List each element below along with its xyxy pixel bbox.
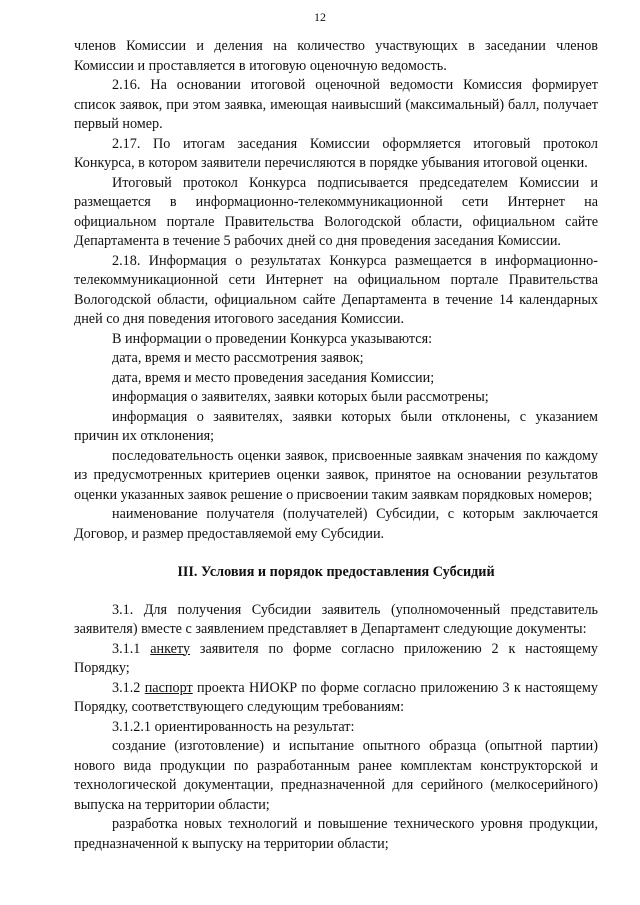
- paragraph-text: заявителя по форме согласно приложению 2 к настоящему Порядку;: [74, 640, 599, 676]
- section-title: III. Условия и порядок предоставления Субсидий: [177, 564, 495, 580]
- passport-link[interactable]: паспорт: [144, 679, 193, 696]
- paragraph: В информации о проведении Конкурса указываются:: [112, 330, 433, 347]
- paragraph: 2.16. На основании итоговой оценочной ведомости Комиссия формирует список заявок, при этом заявка, имеющая наивысший (максимальный) балл, получает первый номер.: [74, 77, 598, 132]
- list-item: информация о заявителях, заявки которых были рассмотрены;: [112, 389, 489, 405]
- item-number: 3.1.2: [112, 679, 145, 696]
- list-item: последовательность оценки заявок, присвоенные заявкам значения по каждому из предусмотренных критериев оценки заявок, принятое на основании результатов оценки указанных заявок решение о присвоении таким заявкам порядковых номеров;: [74, 447, 598, 503]
- list-item: информация о заявителях, заявки которых были отклонены, с указанием причин их отклонения;: [74, 408, 598, 444]
- paragraph: 2.17. По итогам заседания Комиссии оформляется итоговый протокол Конкурса, в котором заявители перечисляются в порядке убывания итоговой оценки.: [74, 135, 598, 171]
- paragraph: членов Комиссии и деления на количество участвующих в заседании членов Комиссии и проставляется в итоговую оценочную ведомость.: [74, 38, 598, 74]
- item-number: 3.1.1: [112, 640, 151, 657]
- paragraph: 3.1. Для получения Субсидии заявитель (уполномоченный представитель заявителя) вместе с заявлением представляет в Департамент следующие документы:: [74, 601, 598, 637]
- list-item: дата, время и место рассмотрения заявок;: [112, 350, 364, 366]
- paragraph: 3.1.2.1 ориентированность на результат:: [112, 718, 355, 735]
- list-item: наименование получателя (получателей) Субсидии, с которым заключается Договор, и размер предоставляемой ему Субсидии.: [74, 506, 598, 542]
- questionnaire-link[interactable]: анкету: [150, 640, 191, 657]
- paragraph: Итоговый протокол Конкурса подписывается председателем Комиссии и размещается в информационно-телекоммуникационной сети Интернет на официальном портале Правительства Вологодской области, официальном сайте Департамента в течение 5 рабочих дней со дня проведения заседания Комиссии.: [74, 174, 598, 249]
- list-item: дата, время и место проведения заседания Комиссии;: [112, 369, 435, 386]
- document-body: [74, 37, 598, 854]
- paragraph: [74, 679, 598, 718]
- paragraph-text: проекта НИОКР по форме согласно приложению 3 к настоящему Порядку, соответствующего следующим требованиям:: [74, 679, 599, 715]
- list-item: разработка новых технологий и повышение технического уровня продукции, предназначенной к выпуску на территории области;: [74, 816, 598, 852]
- paragraph: 2.18. Информация о результатах Конкурса размещается в информационно-телекоммуникационной сети Интернет на официальном портале Правительства Вологодской области, официальном сайте Департамента в течение 14 календарных дней со дня поведения итогового заседания Комиссии.: [74, 252, 598, 327]
- page-number: 12: [314, 10, 326, 24]
- list-item: создание (изготовление) и испытание опытного образца (опытной партии) нового вида продукции по разработанным ранее комплектам конструкторской и технологической документации, предназначенной для серийного (мелкосерийного) выпуска на территории области;: [74, 738, 598, 813]
- paragraph: [74, 640, 598, 679]
